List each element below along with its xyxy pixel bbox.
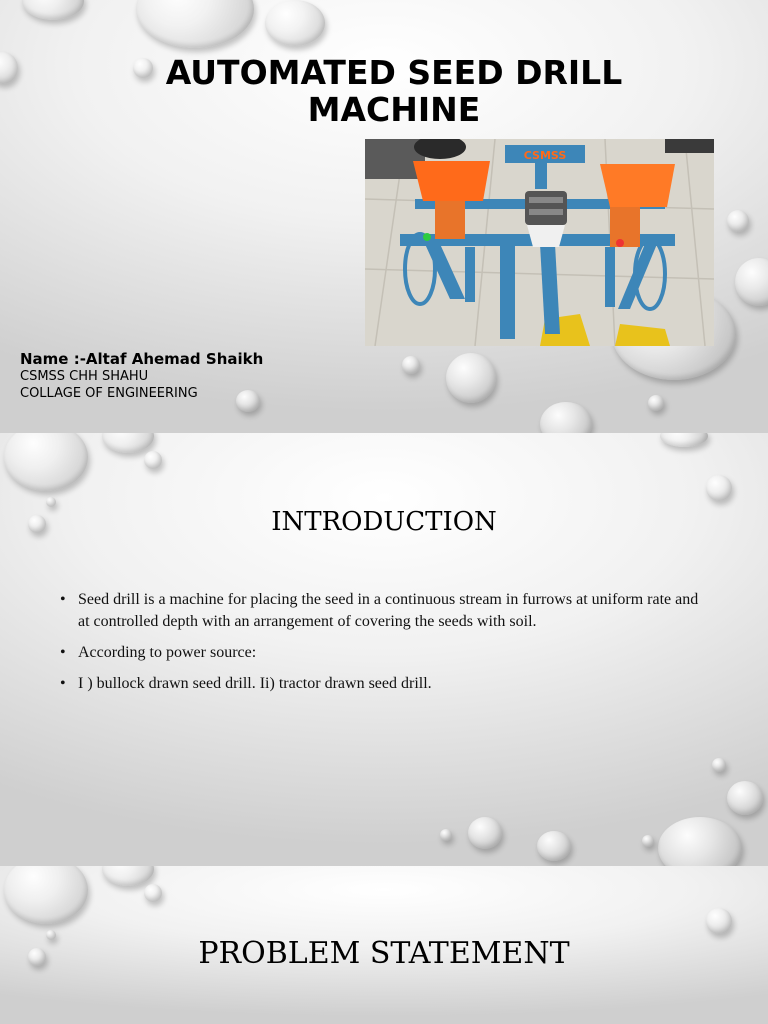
water-drop [46, 497, 56, 507]
bullet-list [60, 589, 710, 704]
water-drop [727, 781, 763, 815]
water-drop [648, 395, 664, 411]
seed-drill-illustration [365, 139, 714, 346]
water-drop [0, 52, 18, 84]
water-drop [727, 210, 749, 232]
institution-line-2: COLLAGE OF ENGINEERING [20, 386, 198, 401]
water-drop [136, 0, 254, 48]
bullet-item: • According to power source: [60, 642, 710, 664]
water-drop [402, 356, 420, 374]
water-drop [660, 433, 708, 447]
water-drop [144, 451, 162, 469]
title-line-1: AUTOMATED SEED DRILL [165, 53, 623, 92]
water-drop [102, 433, 154, 453]
seed-drill-photo [365, 139, 714, 346]
water-drop [735, 258, 768, 306]
bullet-item: • Seed drill is a machine for placing the seed in a continuous stream in furrows at uniform rate and at controlled depth with an arrangement of covering the seeds with soil. [60, 589, 710, 633]
water-drop [102, 866, 154, 886]
institution-line-1: CSMSS CHH SHAHU [20, 369, 149, 384]
water-drop [440, 829, 452, 841]
water-drop [658, 817, 742, 866]
title-slide [0, 0, 768, 433]
water-drop [706, 908, 732, 934]
slide-heading: INTRODUCTION [271, 507, 497, 537]
water-drop [144, 884, 162, 902]
water-drop [642, 835, 654, 847]
water-drop [706, 475, 732, 501]
water-drop [446, 353, 496, 403]
water-drop [4, 866, 88, 924]
water-drop [540, 402, 592, 433]
water-drop [537, 831, 571, 861]
water-drop [712, 758, 726, 772]
problem-statement-slide [0, 866, 768, 1024]
slide-heading: PROBLEM STATEMENT [198, 936, 570, 971]
water-drop [4, 433, 88, 491]
water-drop [265, 0, 325, 46]
water-drop [22, 0, 84, 20]
bullet-item: • I ) bullock drawn seed drill. Ii) tractor drawn seed drill. [60, 673, 710, 695]
author-block [20, 350, 280, 402]
introduction-slide [0, 433, 768, 866]
photo-sign: CSMSS [523, 149, 567, 162]
water-drop [468, 817, 502, 849]
title-line-2: MACHINE [307, 90, 481, 129]
author-name: Name :-Altaf Ahemad Shaikh [20, 350, 264, 368]
presentation-title [100, 54, 688, 128]
